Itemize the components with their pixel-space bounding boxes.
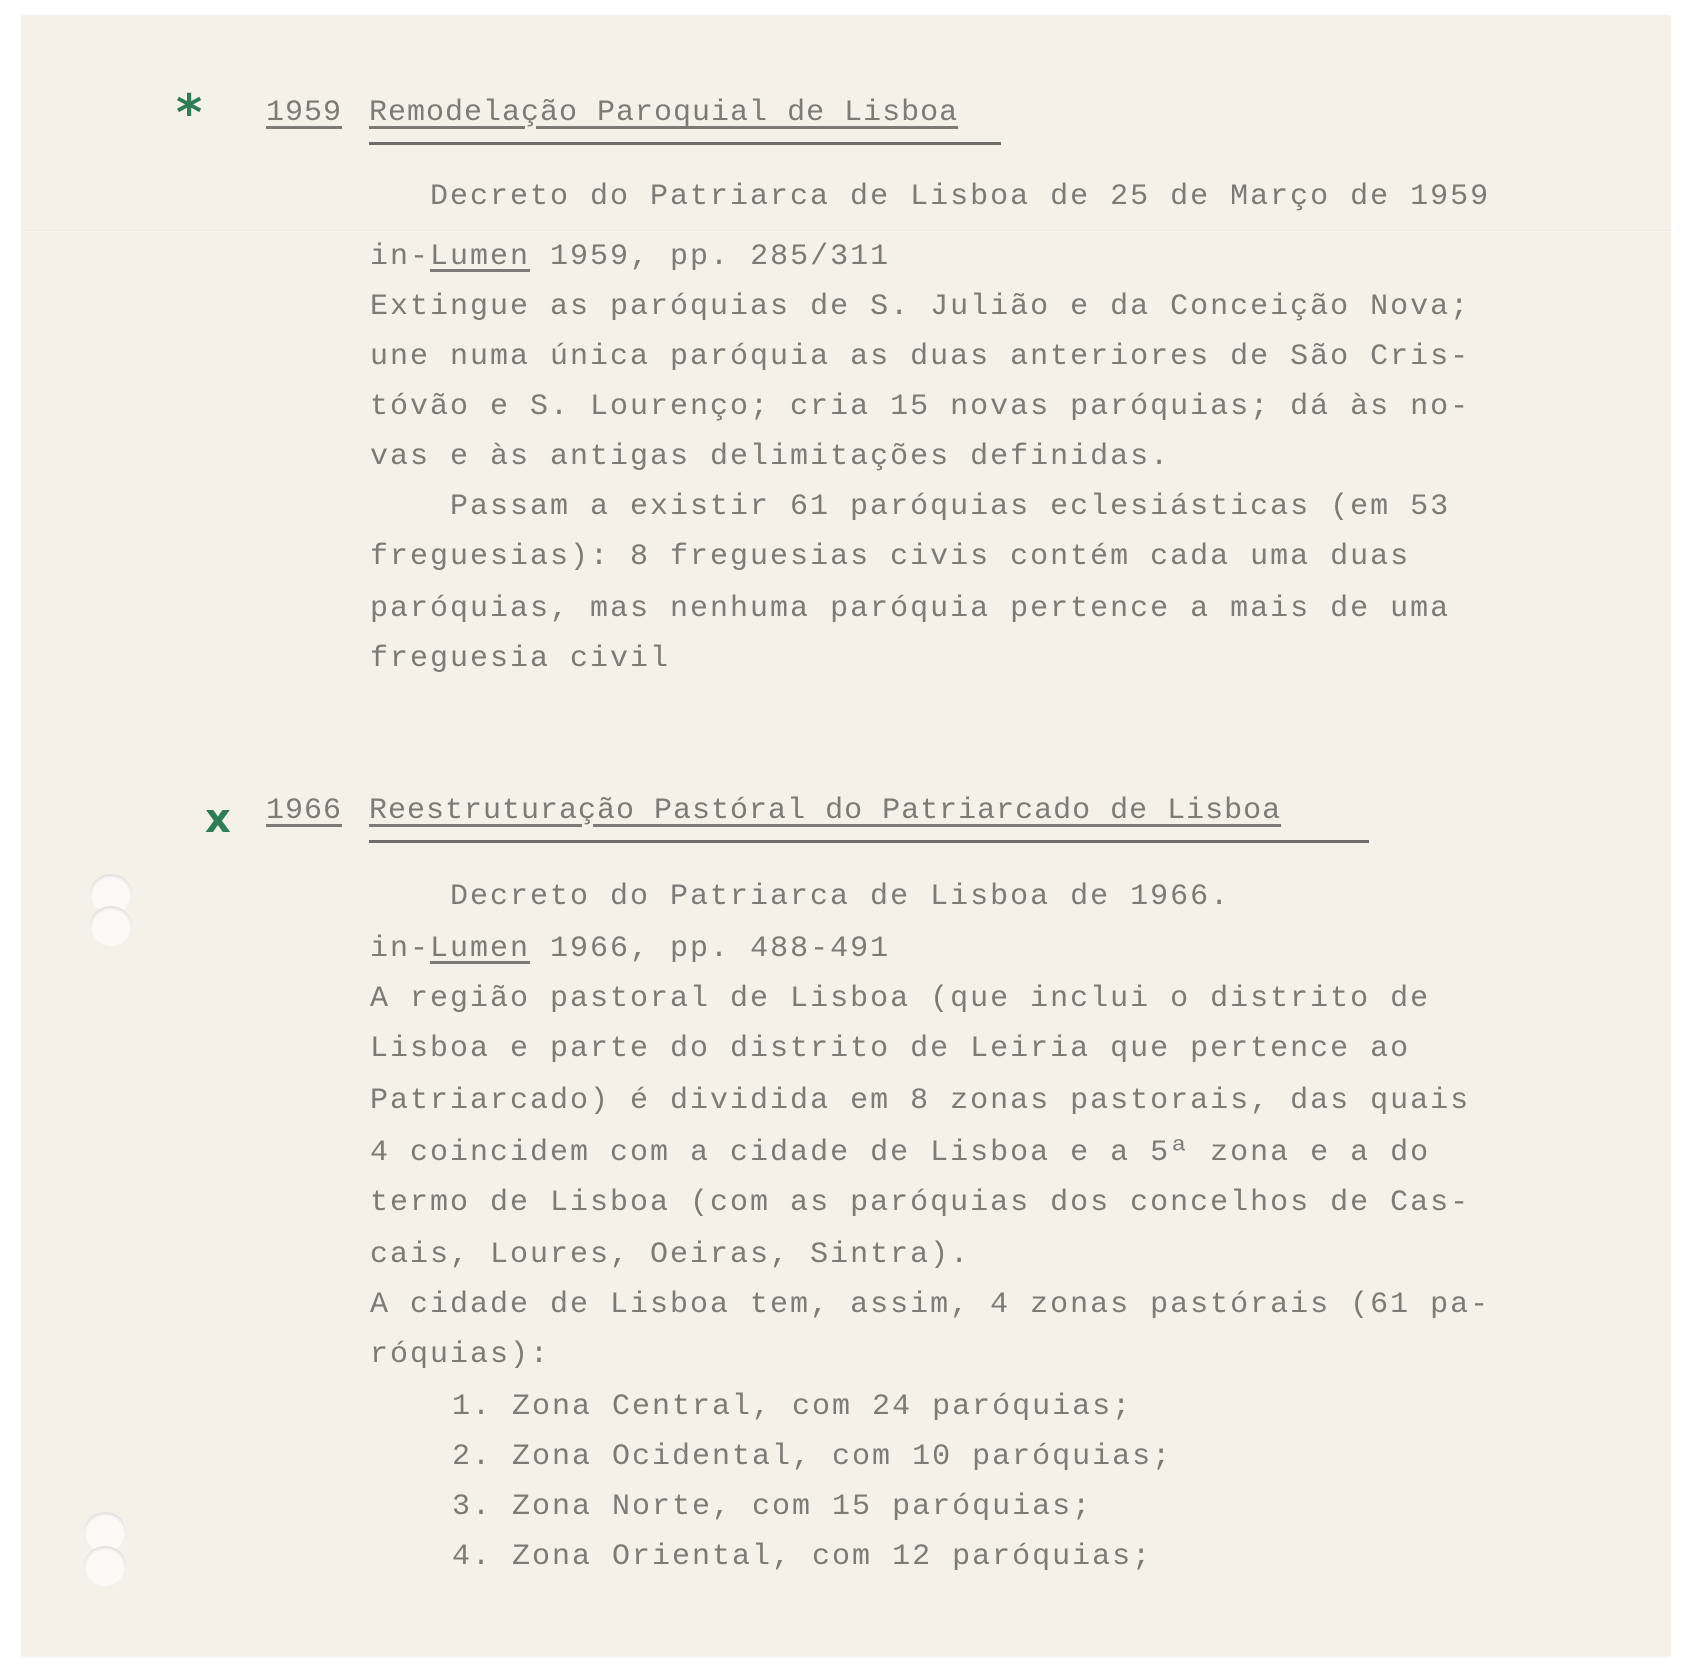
punch-hole	[90, 906, 132, 946]
body-line: paróquias, mas nenhuma paróquia pertence a mais de uma	[370, 592, 1451, 626]
reference-line: in-Lumen 1959, pp. 285/311	[370, 240, 891, 274]
asterisk-mark: *	[176, 84, 203, 142]
source-name: Lumen	[430, 932, 531, 966]
punch-hole	[84, 1546, 126, 1586]
section-year: 1966	[266, 794, 343, 828]
reference-line: in-Lumen 1966, pp. 488-491	[370, 932, 891, 966]
zone-list-item: 1. Zona Central, com 24 paróquias;	[452, 1390, 1133, 1424]
section-year: 1959	[266, 96, 343, 130]
section-title: Remodelação Paroquial de Lisboa	[369, 96, 959, 130]
body-line: freguesia civil	[370, 642, 671, 676]
body-line: Patriarcado) é dividida em 8 zonas pastorais, das quais	[370, 1084, 1471, 1118]
section-title: Reestruturação Pastóral do Patriarcado de Lisboa	[369, 794, 1282, 828]
body-line: Lisboa e parte do distrito de Leiria que pertence ao	[370, 1032, 1411, 1066]
body-line: une numa única paróquia as duas anteriores de São Cris-	[370, 340, 1471, 374]
page-fold	[22, 230, 1670, 232]
body-line: róquias):	[370, 1338, 551, 1372]
decree-line: Decreto do Patriarca de Lisboa de 1966.	[450, 880, 1231, 914]
body-line: cais, Loures, Oeiras, Sintra).	[370, 1238, 971, 1272]
body-line: termo de Lisboa (com as paróquias dos concelhos de Cas-	[370, 1186, 1471, 1220]
zone-list-item: 4. Zona Oriental, com 12 paróquias;	[452, 1540, 1153, 1574]
x-mark: x	[205, 796, 231, 842]
zone-list-item: 2. Zona Ocidental, com 10 paróquias;	[452, 1440, 1173, 1474]
body-line: A cidade de Lisboa tem, assim, 4 zonas pastórais (61 pa-	[370, 1288, 1491, 1322]
body-line: Extingue as paróquias de S. Julião e da Conceição Nova;	[370, 290, 1471, 324]
body-line: tóvão e S. Lourenço; cria 15 novas paróquias; dá às no-	[370, 390, 1471, 424]
zone-list-item: 3. Zona Norte, com 15 paróquias;	[452, 1490, 1093, 1524]
title-rule	[369, 840, 1369, 843]
title-rule	[369, 142, 1001, 145]
body-line: A região pastoral de Lisboa (que inclui o distrito de	[370, 982, 1431, 1016]
body-line: 4 coincidem com a cidade de Lisboa e a 5ª zona e a do	[370, 1136, 1431, 1170]
body-line: freguesias): 8 freguesias civis contém cada uma duas	[370, 540, 1411, 574]
source-name: Lumen	[430, 240, 531, 274]
body-line: vas e às antigas delimitações definidas.	[370, 440, 1171, 474]
body-line: Passam a existir 61 paróquias eclesiásticas (em 53	[450, 490, 1451, 524]
decree-line: Decreto do Patriarca de Lisboa de 25 de Março de 1959	[430, 180, 1491, 214]
